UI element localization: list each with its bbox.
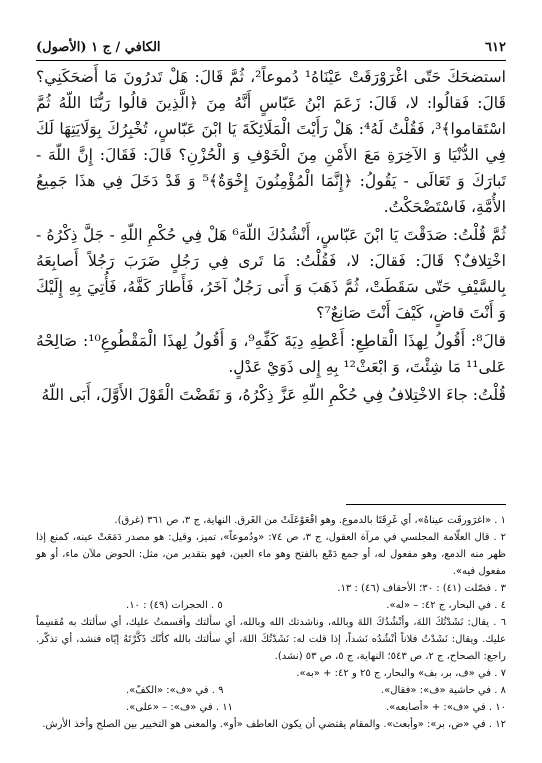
footnote: ١١ . في «ف»: – «على». xyxy=(126,702,233,713)
footnote: ٩ . في «ف»: «الكفّ». xyxy=(126,685,224,696)
paragraph: ثُمَّ قُلْتُ: صَدَقْتَ يَا ابْنَ عَبّاسٍ، أَنْشُدُكَ اللّهَ⁶ هَلْ فِي حُكْمِ اللّهِ - جَلَّ ذِكْرُهُ - اخْتِلافٌ؟ قَالَ: فَقالَ: لا، فَقُلْتُ: مَا تَرى فِي رَجُلٍ ضَرَبَ رَجُلاً أَصابِعَهُ بِالسَّيْفِ حَتّى سَقَطَتْ، ثُمَّ ذَهَبَ وَ أَتى رَجُلٌ آخَرُ، فَأَطارَ كَفَّهُ، فَأُتِيَ بِهِ إِلَيْكَ وَ أَنْتَ قاضٍ، كَيْفَ أَنْتَ صَانِعٌ⁷؟ xyxy=(36,226,506,322)
footnote-row xyxy=(36,682,506,699)
paragraph: استضحَكَ حَتّى اغْرَوْرَقَتْ عَيْنَاهُ¹ دُموعاً²، ثُمَّ قَالَ: هَلْ تَدرُونَ مَا أَضحَكَنِي؟ قَالَ: فَقالُوا: لا، قَالَ: زَعَمَ ابْنُ عَبّاسٍ أَنَّهُ مِنَ ﴿الَّذِينَ قالُوا رَبُّنَا اللّهُ ثُمَّ اسْتَقاموا﴾³، فَقُلْتُ لَهُ⁴: هَلْ رَأَيْتَ الْمَلَائِكَةَ يَا ابْنَ عَبّاسٍ، تُخْبِرُكَ بِوَلَايَتِهَا لَكَ فِي الدُّنْيَا وَ الآخِرَةِ مَعَ الأَمْنِ مِنَ الْخَوْفِ وَ الْحُزْنِ؟ قَالَ: فَقَالَ: إِنَّ اللّهَ - تَبارَكَ وَ تَعَالَى - يَقُولُ: ﴿إِنَّمَا الْمُؤْمِنُونَ إِخْوَةٌ﴾⁵ وَ قَدْ دَخَلَ فِي هذَا جَمِيعُ الأُمَّةِ، فَاسْتَضْحَكْتُ. xyxy=(36,68,507,216)
footnote: ٣ . فصّلت (٤١) : ٣٠؛ الأحقاف (٤٦) : ١٣. xyxy=(337,583,506,594)
paragraph: قُلْتُ: جاءَ الاخْتِلافُ فِي حُكْمِ اللّهِ عَزَّ ذِكْرُهُ، وَ نَقَضْتَ الْقَوْلَ الأَوَّلَ، أَبَى اللّهُ xyxy=(41,386,506,404)
page-number: ٦١٢ xyxy=(485,39,506,55)
running-title: الكافي / ج ١ (الأصول) xyxy=(36,39,161,55)
footnote-row xyxy=(36,699,506,716)
footnote: ١٠ . في «ف»: + «أصابعه». xyxy=(386,702,506,713)
footnote-divider xyxy=(346,504,506,505)
page-header xyxy=(36,36,506,58)
footnote: ٧ . في «ف، بر، بف» والبحار، ج ٢٥ و ٤٢: + «به». xyxy=(296,668,506,679)
footnote: ٤ . في البحار، ج ٤٢: – «له». xyxy=(386,600,506,611)
footnote: ٥ . الحجرات (٤٩) : ١٠. xyxy=(126,600,223,611)
main-text xyxy=(36,64,506,408)
footnote: ١ . «اغرَورقَت عيناهُ»، أي غَرِقَتَا بالدموع. وهو افْعَوْعَلَتْ من الغَرق. النهاية، ج ٣، ص ٣٦١ (غرق). xyxy=(114,515,506,526)
footnote: ٢ . قال العلّامة المجلسي في مرآة العقول، ج ٣، ص ٧٤: «ودُموعاً»، تميز، وقيل: هو مصدر دَمَعَتْ عينه، كمنع إذا ظهر منه الدمع، وهو مفعول له، أو جمع دَمْع بالفتح وهو ماء العين، فهو بتقدير من، مثل: الحوض ملآن ماء، أو هو مفعول فيه». xyxy=(36,532,507,577)
footnote: ١٢ . في «ض، بر»: «وأبعث». والمقام يقتضي أن يكون العاطف «أو». والمعنى هو التخيير بين الصلح وأخذ الأرش. xyxy=(42,719,506,730)
header-divider xyxy=(36,60,506,61)
footnote: ٨ . في حاشية «ف»: «فقال». xyxy=(380,685,506,696)
paragraph: قالَ⁸: أَقُولُ لِهذَا الْقاطِعِ: أَعْطِهِ دِيَةَ كَفِّهِ⁹، وَ أَقُولُ لِهذَا الْمَقْطُوعِ¹⁰: صَالِحْهُ عَلى¹¹ مَا شِئْتَ، وَ ابْعَثْ¹² بِهِ إِلى ذَوَيْ عَدْلٍ. xyxy=(36,332,506,376)
footnotes xyxy=(36,512,506,733)
footnote-row xyxy=(36,597,506,614)
footnote: ٦ . يقال: نَشَدْتُكَ اللهَ، وأنْشُدُكَ اللهَ وبالله، وناشدتك الله وبالله، أي سألتك وأقسمتُ عليك، أي سألتك به مُقسِماً عليك. ويقال: نَشَدْتُ فلاناً أنْشُدُه نَشداً، إذا قلت له: نَشَدْتُكَ اللهَ، أي سألتك بالله كأنّك ذَكَّرْتَهُ إيّاه فنشد، أي تذكّر. راجع: الصحاح، ج ٢، ص ٥٤٣؛ النهاية، ج ٥، ص ٥٣ (نشد). xyxy=(36,617,506,662)
